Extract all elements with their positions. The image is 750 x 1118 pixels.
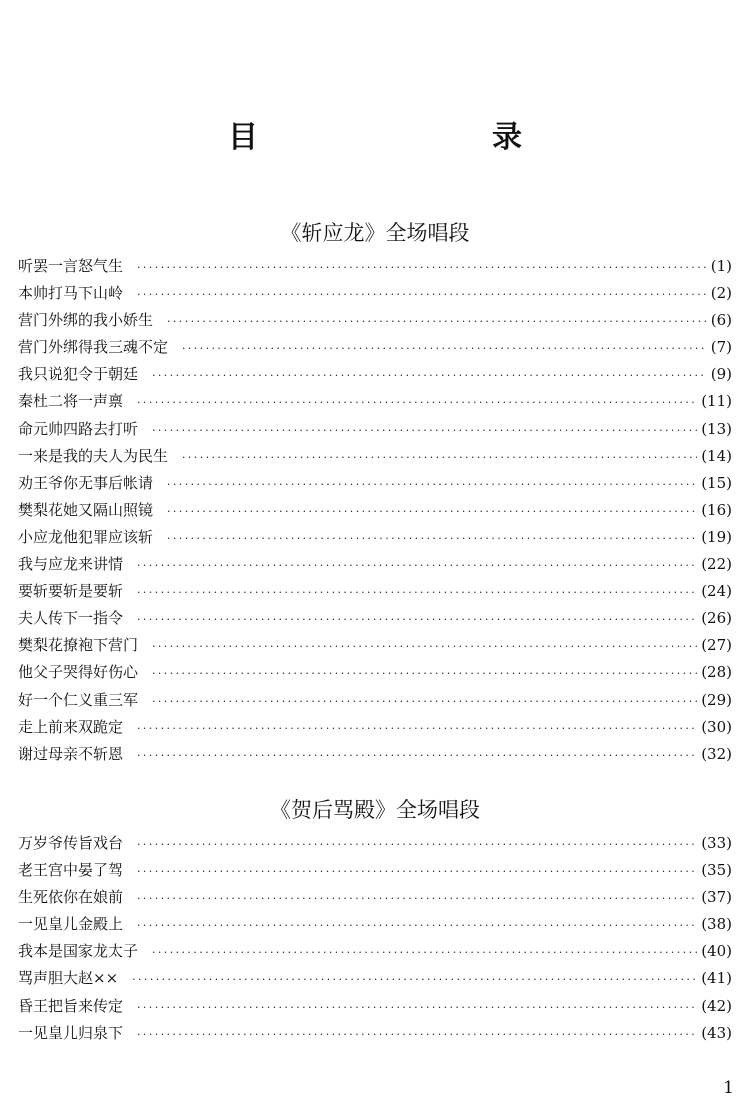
toc-entry[interactable] <box>18 714 732 741</box>
entry-list <box>18 253 732 768</box>
toc-entry[interactable] <box>18 443 732 470</box>
entry-page-number: (2) <box>710 284 732 303</box>
section-title: 《斩应龙》全场唱段 <box>280 221 470 245</box>
dot-leader <box>137 715 697 742</box>
entry-page-number: (9) <box>710 365 732 384</box>
toc-entry[interactable] <box>18 307 732 334</box>
entry-page-number: (26) <box>701 609 732 628</box>
entry-page-number: (33) <box>701 834 732 852</box>
toc-entry[interactable] <box>18 884 732 911</box>
dot-leader <box>152 688 697 715</box>
entry-title: 我只说犯令于朝廷 <box>18 365 139 384</box>
dot-leader <box>137 858 697 885</box>
toc-entry[interactable] <box>18 659 732 686</box>
entry-title: 好一个仁义重三军 <box>18 690 139 709</box>
entry-page-number: (30) <box>701 717 732 736</box>
entry-page-number: (13) <box>701 419 732 438</box>
dot-leader <box>167 308 707 335</box>
toc-entry[interactable] <box>18 280 732 307</box>
toc-entry[interactable] <box>18 687 732 714</box>
toc-entry[interactable] <box>18 253 732 280</box>
dot-leader <box>167 525 697 552</box>
entry-title: 听罢一言怒气生 <box>18 257 124 275</box>
entry-page-number: (38) <box>701 915 732 934</box>
toc-entry[interactable] <box>18 497 732 524</box>
entry-title: 骂声胆大赵×× <box>18 969 119 988</box>
toc-entry[interactable] <box>18 470 732 497</box>
toc-entry[interactable] <box>18 965 732 992</box>
page-title: 目 录 <box>228 120 580 155</box>
entry-page-number: (6) <box>710 311 732 330</box>
entry-page-number: (37) <box>701 888 732 907</box>
entry-page-number: (19) <box>701 527 732 546</box>
entry-page-number: (29) <box>701 690 732 709</box>
dot-leader <box>167 471 697 498</box>
toc-entry[interactable] <box>18 830 732 857</box>
entry-title: 夫人传下一指令 <box>18 609 124 628</box>
entry-title: 一见皇儿归泉下 <box>18 1023 124 1042</box>
entry-page-number: (43) <box>701 1023 732 1042</box>
dot-leader <box>167 498 697 525</box>
toc-entry[interactable] <box>18 524 732 551</box>
dot-leader <box>152 417 697 444</box>
toc-entry[interactable] <box>18 388 732 415</box>
entry-title: 一来是我的夫人为民生 <box>18 446 169 465</box>
entry-page-number: (1) <box>710 257 732 275</box>
entry-title: 本帅打马下山岭 <box>18 284 124 303</box>
entry-page-number: (42) <box>701 996 732 1015</box>
toc-entry[interactable] <box>18 741 732 768</box>
dot-leader <box>152 939 697 966</box>
toc-entry[interactable] <box>18 857 732 884</box>
entry-title: 樊梨花她又隔山照镜 <box>18 500 154 519</box>
dot-leader <box>137 831 697 858</box>
toc-entry[interactable] <box>18 416 732 443</box>
toc-entry[interactable] <box>18 605 732 632</box>
entry-title: 生死依你在娘前 <box>18 888 124 907</box>
entry-title: 要斩要斩是要斩 <box>18 582 124 601</box>
entry-page-number: (41) <box>701 969 732 988</box>
toc-entry[interactable] <box>18 578 732 605</box>
dot-leader <box>152 633 697 660</box>
dot-leader <box>137 552 697 579</box>
dot-leader <box>152 362 707 389</box>
toc-entry[interactable] <box>18 911 732 938</box>
entry-page-number: (24) <box>701 582 732 601</box>
entry-page-number: (28) <box>701 663 732 682</box>
entry-title: 樊梨花撩袍下营门 <box>18 636 139 655</box>
entry-title: 营门外绑的我小娇生 <box>18 311 154 330</box>
dot-leader <box>137 281 707 308</box>
dot-leader <box>137 1021 697 1048</box>
entry-title: 命元帅四路去打听 <box>18 419 139 438</box>
dot-leader <box>137 389 697 416</box>
entry-title: 走上前来双跪定 <box>18 717 124 736</box>
entry-title: 谢过母亲不斩恩 <box>18 744 124 763</box>
entry-title: 劝王爷你无事后帐请 <box>18 473 154 492</box>
toc-section <box>18 790 732 1047</box>
entry-page-number: (22) <box>701 555 732 574</box>
dot-leader <box>137 254 707 281</box>
dot-leader <box>137 742 697 769</box>
entry-list <box>18 830 732 1047</box>
entry-page-number: (40) <box>701 942 732 961</box>
entry-page-number: (15) <box>701 473 732 492</box>
dot-leader <box>137 885 697 912</box>
entry-title: 我与应龙来讲情 <box>18 555 124 574</box>
entry-title: 他父子哭得好伤心 <box>18 663 139 682</box>
entry-title: 万岁爷传旨戏台 <box>18 834 124 852</box>
dot-leader <box>137 912 697 939</box>
toc-entry[interactable] <box>18 1020 732 1047</box>
entry-title: 一见皇儿金殿上 <box>18 915 124 934</box>
entry-title: 小应龙他犯罪应该斩 <box>18 527 154 546</box>
entry-title: 老王宫中晏了驾 <box>18 861 124 880</box>
dot-leader <box>182 335 707 362</box>
entry-title: 我本是国家龙太子 <box>18 942 139 961</box>
entry-page-number: (11) <box>701 392 732 411</box>
dot-leader <box>137 606 697 633</box>
toc-entry[interactable] <box>18 551 732 578</box>
toc-entry[interactable] <box>18 334 732 361</box>
dot-leader <box>152 660 697 687</box>
dot-leader <box>137 994 697 1021</box>
dot-leader <box>137 579 697 606</box>
entry-title: 秦杜二将一声禀 <box>18 392 124 411</box>
entry-page-number: (14) <box>701 446 732 465</box>
toc-entry[interactable] <box>18 632 732 659</box>
dot-leader <box>132 966 697 993</box>
entry-page-number: (35) <box>701 861 732 880</box>
toc-section <box>18 213 732 768</box>
entry-page-number: (16) <box>701 500 732 519</box>
entry-title: 昏王把旨来传定 <box>18 996 124 1015</box>
page-number: 1 <box>723 1078 734 1098</box>
entry-page-number: (7) <box>710 338 732 357</box>
entry-title: 营门外绑得我三魂不定 <box>18 338 169 357</box>
entry-page-number: (27) <box>701 636 732 655</box>
toc-entry[interactable] <box>18 361 732 388</box>
entry-page-number: (32) <box>701 744 732 763</box>
toc-entry[interactable] <box>18 993 732 1020</box>
toc-entry[interactable] <box>18 938 732 965</box>
section-title: 《贺后骂殿》全场唱段 <box>270 798 480 822</box>
dot-leader <box>182 444 697 471</box>
